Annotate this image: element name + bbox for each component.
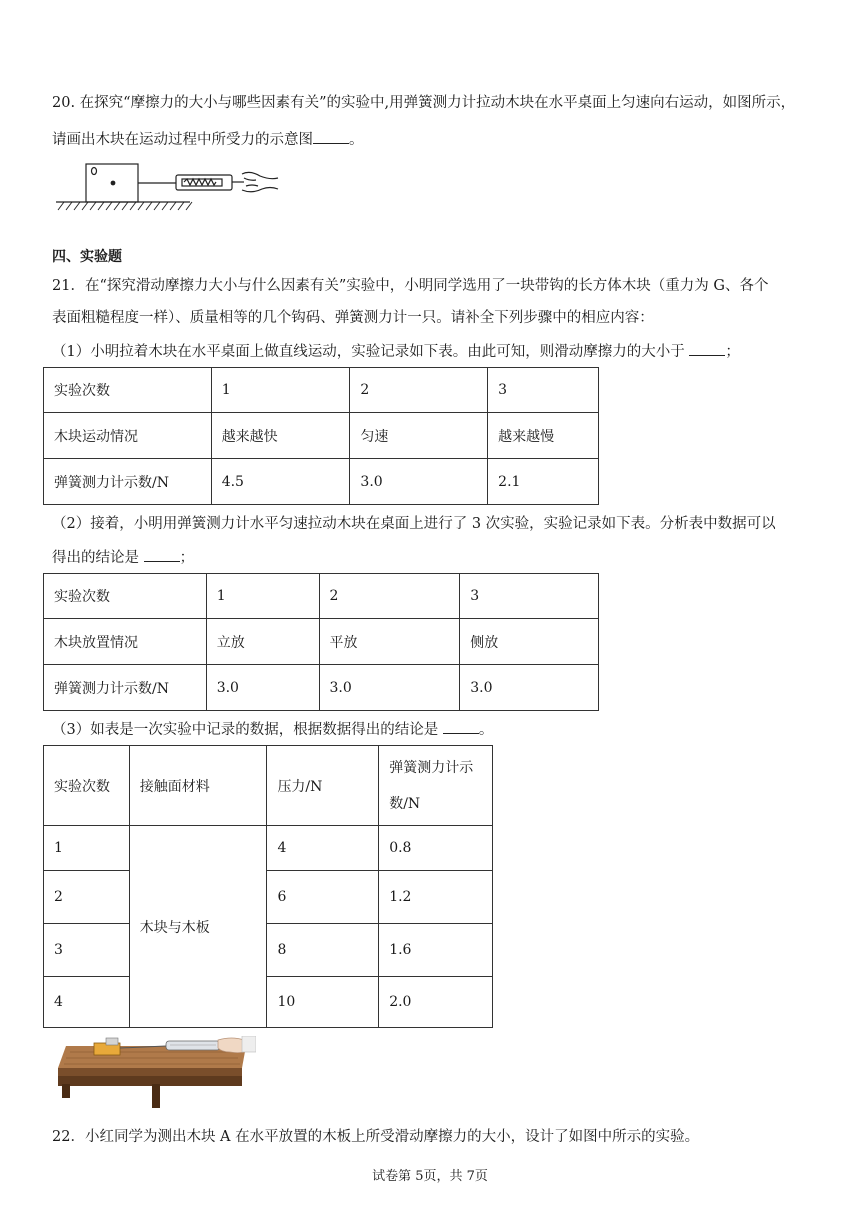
q21-part2-text: 得出的结论是 xyxy=(52,550,139,566)
table-cell: 侧放 xyxy=(460,619,599,665)
table-cell: 0.8 xyxy=(379,826,493,871)
answer-blank xyxy=(689,341,725,356)
table-experiment-photo xyxy=(56,1036,256,1110)
table-cell: 3.0 xyxy=(460,665,599,711)
table-row xyxy=(44,574,599,619)
answer-blank xyxy=(313,129,349,144)
q21-part2-line2 xyxy=(52,547,194,568)
table-cell: 木块运动情况 xyxy=(44,413,212,459)
table-cell: 3 xyxy=(488,368,599,413)
table-cell: 立放 xyxy=(206,619,319,665)
header-line: 弹簧测力计示 xyxy=(389,759,474,776)
table-row xyxy=(44,826,493,871)
table-cell: 2 xyxy=(44,871,130,924)
table-row xyxy=(44,977,493,1028)
table-cell: 2.0 xyxy=(379,977,493,1028)
table-header-cell: 压力/N xyxy=(267,746,379,826)
table-header-cell: 实验次数 xyxy=(44,746,130,826)
table-cell: 越来越快 xyxy=(211,413,350,459)
table-header-cell xyxy=(379,746,493,826)
q21-part2-end: ； xyxy=(179,550,195,566)
table-row xyxy=(44,665,599,711)
section-title: 四、实验题 xyxy=(52,249,122,265)
table-cell: 匀速 xyxy=(350,413,488,459)
table-row xyxy=(44,413,599,459)
table-cell: 1.6 xyxy=(379,924,493,977)
table-row xyxy=(44,619,599,665)
table-cell: 平放 xyxy=(319,619,460,665)
table-row xyxy=(44,924,493,977)
table-cell: 3 xyxy=(44,924,130,977)
table-cell: 8 xyxy=(267,924,379,977)
q21-part1-text: （1）小明拉着木块在水平桌面上做直线运动，实验记录如下表。由此可知，则滑动摩擦力的大小于 xyxy=(52,344,685,360)
table-cell: 3 xyxy=(460,574,599,619)
table-cell: 实验次数 xyxy=(44,574,207,619)
table-motion xyxy=(43,367,599,505)
material-cell: 木块与木板 xyxy=(129,826,267,1028)
table-cell: 3.0 xyxy=(319,665,460,711)
q21-part1 xyxy=(52,341,740,362)
table-cell: 4 xyxy=(267,826,379,871)
table-cell: 越来越慢 xyxy=(488,413,599,459)
table-cell: 3.0 xyxy=(206,665,319,711)
table-cell: 木块放置情况 xyxy=(44,619,207,665)
page-footer: 试卷第 5页，共 7页 xyxy=(372,1169,488,1184)
block-spring-scale-figure xyxy=(52,160,292,215)
table-cell: 4.5 xyxy=(211,459,350,505)
table-cell: 4 xyxy=(44,977,130,1028)
table-row xyxy=(44,871,493,924)
header-line: 数/N xyxy=(389,795,421,812)
table-cell: 6 xyxy=(267,871,379,924)
q21-part3-text: （3）如表是一次实验中记录的数据，根据数据得出的结论是 xyxy=(52,722,439,738)
table-cell: 弹簧测力计示数/N xyxy=(44,665,207,711)
table-row xyxy=(44,746,493,826)
table-cell: 弹簧测力计示数/N xyxy=(44,459,212,505)
table-placement xyxy=(43,573,599,711)
table-cell: 2 xyxy=(350,368,488,413)
table-cell: 3.0 xyxy=(350,459,488,505)
table-cell: 2 xyxy=(319,574,460,619)
q21-intro-line2: 表面粗糙程度一样）、质量相等的几个钩码、弹簧测力计一只。请补全下列步骤中的相应内容： xyxy=(52,310,654,326)
table-cell: 1 xyxy=(211,368,350,413)
table-pressure xyxy=(43,745,493,1028)
q21-part1-end: ； xyxy=(725,344,740,360)
q21-part3-end: 。 xyxy=(478,722,494,738)
table-cell: 1 xyxy=(44,826,130,871)
q20-line2-period: 。 xyxy=(349,132,364,148)
table-row xyxy=(44,459,599,505)
q20-line1: 20. 在探究“摩擦力的大小与哪些因素有关”的实验中,用弹簧测力计拉动木块在水平桌面上匀速向右运动，如图所示， xyxy=(52,95,796,111)
q21-part2-line1: （2）接着，小明用弹簧测力计水平匀速拉动木块在桌面上进行了 3 次实验，实验记录如下表。分析表中数据可以 xyxy=(52,516,776,532)
table-cell: 2.1 xyxy=(488,459,599,505)
table-cell: 1 xyxy=(206,574,319,619)
table-cell: 10 xyxy=(267,977,379,1028)
table-header-cell: 接触面材料 xyxy=(129,746,267,826)
q20-line2-text: 请画出木块在运动过程中所受力的示意图 xyxy=(52,132,313,148)
answer-blank xyxy=(144,547,180,562)
table-cell: 实验次数 xyxy=(44,368,212,413)
answer-blank xyxy=(443,719,479,734)
q21-intro-line1: 21．在“探究滑动摩擦力大小与什么因素有关”实验中，小明同学选用了一块带钩的长方体木块（重力为 G、各个 xyxy=(52,278,769,294)
table-cell: 1.2 xyxy=(379,871,493,924)
q20-line2 xyxy=(52,129,364,150)
q22-line1: 22．小红同学为测出木块 A 在水平放置的木板上所受滑动摩擦力的大小，设计了如图中所示的实验。 xyxy=(52,1129,700,1145)
q21-part3 xyxy=(52,719,493,740)
table-row xyxy=(44,368,599,413)
